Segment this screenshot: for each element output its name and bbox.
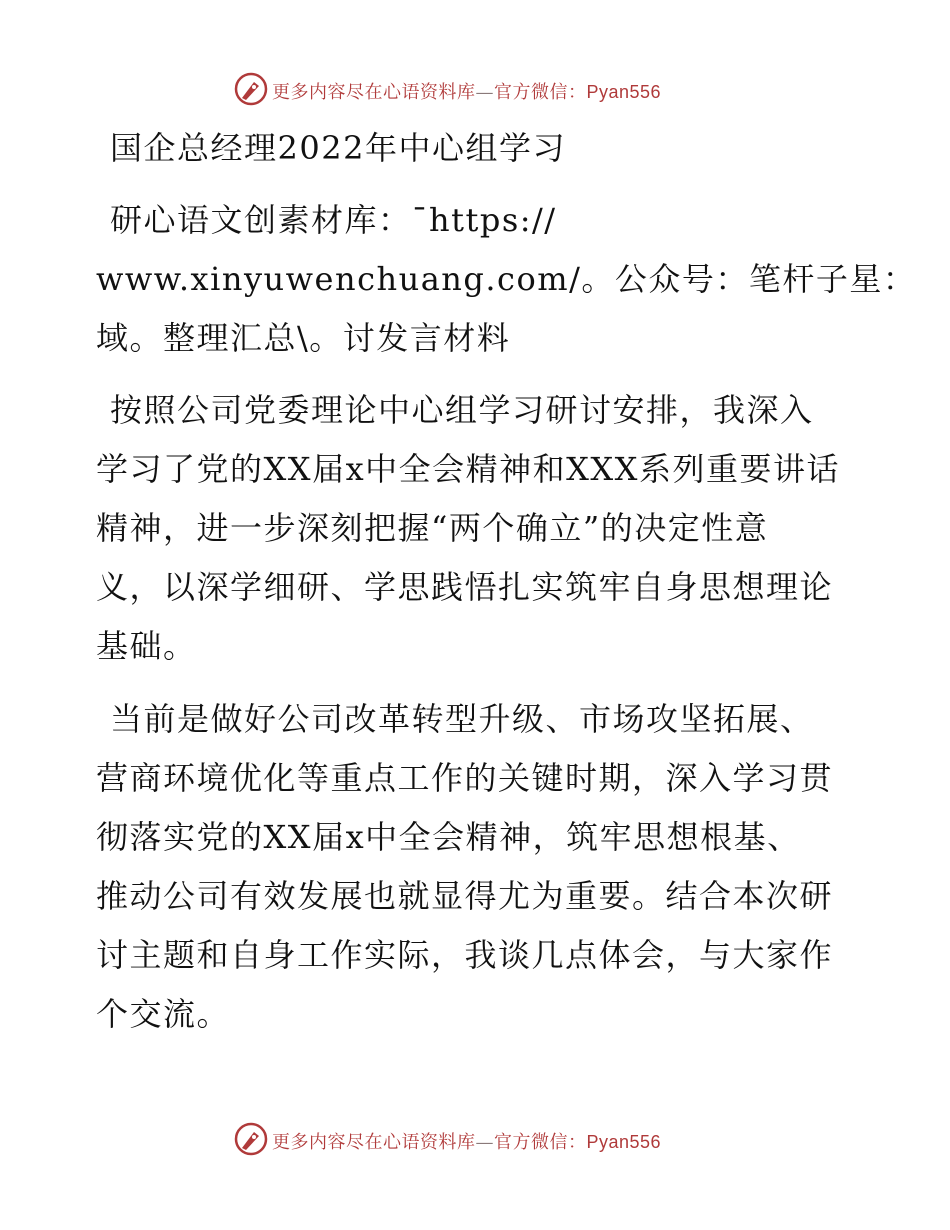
meta-line: 域。整理汇总\。讨发言材料 [96, 319, 511, 357]
footer-watermark-text [272, 1128, 661, 1154]
banner-slogan: 更多内容尽在心语资料库 [272, 82, 476, 103]
footer-watermark-banner [0, 1120, 950, 1160]
paragraph-line: 个交流。 [96, 995, 231, 1033]
header-watermark-banner [0, 70, 950, 110]
banner-separator: — [475, 1132, 494, 1153]
paragraph-line: 当前是做好公司改革转型升级、市场攻坚拓展、 [110, 700, 814, 738]
meta-line: www.xinyuwenchuang.com/。公众号：笔杆子星： [96, 260, 917, 298]
pen-nib-logo-icon [234, 1122, 268, 1156]
meta-line: 研心语文创素材库：¯https:// [110, 201, 557, 239]
banner-separator: — [475, 82, 494, 103]
paragraph-line: 学习了党的XX届x中全会精神和XXX系列重要讲话 [96, 450, 840, 488]
header-watermark-text [272, 78, 661, 104]
banner-slogan: 更多内容尽在心语资料库 [272, 1132, 476, 1153]
pen-nib-logo-icon [234, 72, 268, 106]
banner-wechat-id: Pyan556 [586, 1132, 662, 1152]
document-title: 国企总经理2022年中心组学习 [110, 129, 566, 167]
paragraph-line: 按照公司党委理论中心组学习研讨安排，我深入 [110, 391, 814, 429]
banner-wechat-label: 官方微信： [494, 1132, 587, 1153]
banner-wechat-id: Pyan556 [586, 82, 662, 102]
paragraph-line: 基础。 [96, 627, 197, 665]
paragraph-line: 营商环境优化等重点工作的关键时期，深入学习贯 [96, 759, 834, 797]
banner-wechat-label: 官方微信： [494, 82, 587, 103]
paragraph-line: 义，以深学细研、学思践悟扎实筑牢自身思想理论 [96, 568, 834, 606]
paragraph-line: 讨主题和自身工作实际，我谈几点体会，与大家作 [96, 936, 834, 974]
paragraph-line: 推动公司有效发展也就显得尤为重要。结合本次研 [96, 877, 834, 915]
paragraph-line: 彻落实党的XX届x中全会精神，筑牢思想根基、 [96, 818, 801, 856]
paragraph-line: 精神，进一步深刻把握“两个确立”的决定性意 [96, 509, 769, 547]
